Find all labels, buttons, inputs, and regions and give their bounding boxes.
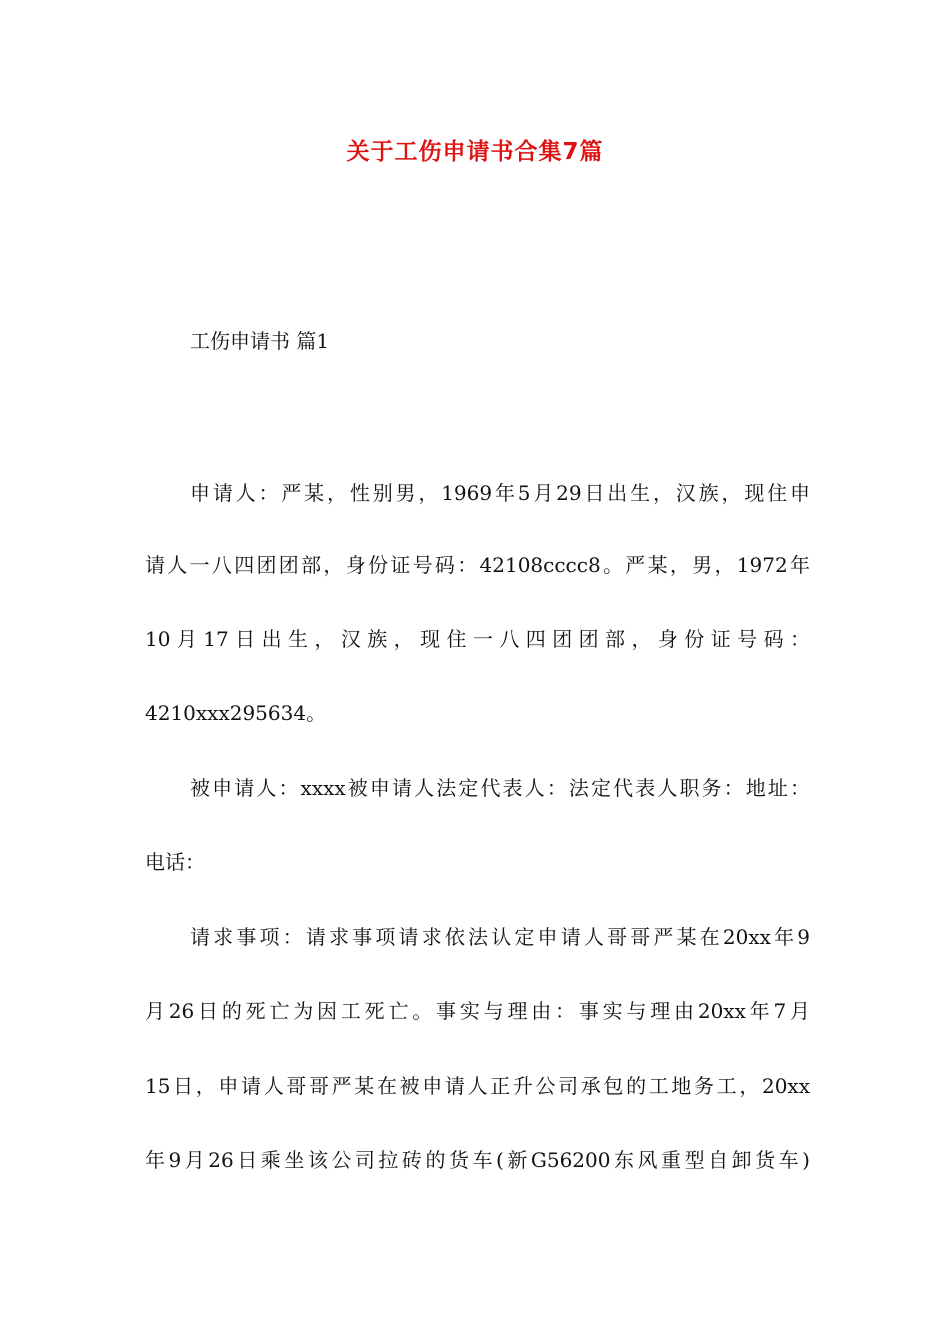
paragraph-line: 4210xxx295634。 <box>145 701 327 725</box>
paragraph-line: 10月17日出生，汉族，现住一八四团团部，身份证号码： <box>145 627 810 651</box>
paragraph-line: 15日，申请人哥哥严某在被申请人正升公司承包的工地务工，20xx <box>145 1074 810 1098</box>
paragraph-line: 申请人：严某，性别男，1969年5月29日出生，汉族，现住申 <box>190 481 810 505</box>
paragraph-line: 电话： <box>145 850 205 874</box>
document-title: 关于工伤申请书合集7篇 <box>346 139 604 165</box>
section-heading: 工伤申请书 篇1 <box>190 329 330 353</box>
paragraph-line: 请人一八四团团部，身份证号码：42108cccc8。严某，男，1972年 <box>145 553 810 577</box>
paragraph-line: 年9月26日乘坐该公司拉砖的货车(新G56200东风重型自卸货车) <box>145 1148 810 1172</box>
paragraph-line: 月26日的死亡为因工死亡。事实与理由：事实与理由20xx年7月 <box>145 999 810 1023</box>
paragraph-line: 请求事项：请求事项请求依法认定申请人哥哥严某在20xx年9 <box>190 925 810 949</box>
paragraph-line: 被申请人：xxxx被申请人法定代表人：法定代表人职务：地址： <box>190 776 810 800</box>
